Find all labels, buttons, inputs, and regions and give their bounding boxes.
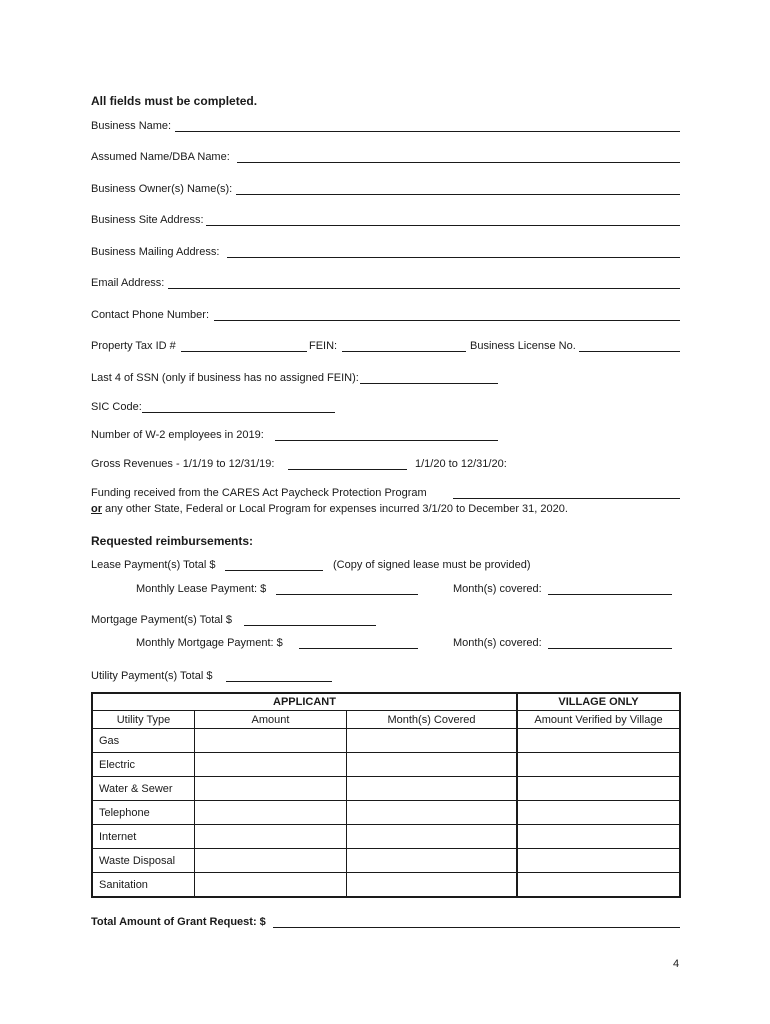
site-address-label: Business Site Address: <box>91 214 204 226</box>
verified-cell <box>517 753 680 777</box>
owner-names-field[interactable] <box>236 194 680 195</box>
col-utility-type: Utility Type <box>92 711 195 729</box>
months-covered-cell[interactable] <box>347 753 518 777</box>
amount-cell[interactable] <box>195 777 347 801</box>
monthly-lease-field[interactable] <box>276 594 418 595</box>
utility-table <box>91 692 681 898</box>
amount-cell[interactable] <box>195 873 347 898</box>
col-amount: Amount <box>195 711 347 729</box>
amount-cell[interactable] <box>195 753 347 777</box>
verified-cell <box>517 729 680 753</box>
mortgage-months-covered-field[interactable] <box>548 648 672 649</box>
ssn-label: Last 4 of SSN (only if business has no assigned FEIN): <box>91 372 359 384</box>
total-grant-label: Total Amount of Grant Request: $ <box>91 916 266 928</box>
table-row <box>92 753 680 777</box>
ssn-field[interactable] <box>360 383 498 384</box>
lease-note: (Copy of signed lease must be provided) <box>333 559 531 571</box>
table-row <box>92 801 680 825</box>
funding-line1: Funding received from the CARES Act Paycheck Protection Program <box>91 487 427 499</box>
business-license-label: Business License No. <box>470 340 576 352</box>
assumed-name-label: Assumed Name/DBA Name: <box>91 151 230 163</box>
mortgage-total-label: Mortgage Payment(s) Total $ <box>91 614 233 626</box>
business-name-label: Business Name: <box>91 120 172 132</box>
gross-revenues-2020-label: 1/1/20 to 12/31/20: <box>415 458 507 470</box>
mortgage-total-field[interactable] <box>244 625 376 626</box>
funding-line2 <box>91 503 568 515</box>
email-label: Email Address: <box>91 277 165 289</box>
amount-cell[interactable] <box>195 801 347 825</box>
business-license-field[interactable] <box>579 351 680 352</box>
col-amount-verified: Amount Verified by Village <box>517 711 680 729</box>
amount-cell[interactable] <box>195 729 347 753</box>
utility-type-cell: Electric <box>92 753 195 777</box>
business-name-field[interactable] <box>175 131 680 132</box>
property-tax-label: Property Tax ID # <box>91 340 176 352</box>
months-covered-cell[interactable] <box>347 729 518 753</box>
lease-total-field[interactable] <box>225 570 323 571</box>
amount-cell[interactable] <box>195 849 347 873</box>
utility-type-cell: Water & Sewer <box>92 777 195 801</box>
form-heading: All fields must be completed. <box>91 94 258 108</box>
funding-or: or <box>91 503 102 515</box>
assumed-name-field[interactable] <box>237 162 680 163</box>
months-covered-cell[interactable] <box>347 801 518 825</box>
sic-field[interactable] <box>142 412 335 413</box>
utility-type-cell: Gas <box>92 729 195 753</box>
total-grant-field[interactable] <box>273 927 680 928</box>
page-number: 4 <box>673 958 680 970</box>
fein-label: FEIN: <box>309 340 338 352</box>
property-tax-field[interactable] <box>181 351 307 352</box>
utility-total-field[interactable] <box>226 681 332 682</box>
verified-cell <box>517 801 680 825</box>
months-covered-cell[interactable] <box>347 825 518 849</box>
village-only-header: VILLAGE ONLY <box>517 693 680 711</box>
mortgage-months-covered-label: Month(s) covered: <box>453 637 542 649</box>
funding-line2-text: any other State, Federal or Local Program for expenses incurred 3/1/20 to December 31, 2020. <box>102 503 568 515</box>
verified-cell <box>517 849 680 873</box>
verified-cell <box>517 825 680 849</box>
monthly-mortgage-label: Monthly Mortgage Payment: $ <box>136 637 283 649</box>
utility-type-cell: Waste Disposal <box>92 849 195 873</box>
w2-label: Number of W-2 employees in 2019: <box>91 429 264 441</box>
gross-revenues-label: Gross Revenues - 1/1/19 to 12/31/19: <box>91 458 275 470</box>
utility-type-cell: Internet <box>92 825 195 849</box>
months-covered-cell[interactable] <box>347 849 518 873</box>
lease-months-covered-field[interactable] <box>548 594 672 595</box>
table-row <box>92 729 680 753</box>
verified-cell <box>517 873 680 898</box>
funding-field[interactable] <box>453 498 680 499</box>
months-covered-cell[interactable] <box>347 777 518 801</box>
applicant-header: APPLICANT <box>92 693 517 711</box>
gross-revenues-field[interactable] <box>288 469 407 470</box>
site-address-field[interactable] <box>206 225 680 226</box>
phone-field[interactable] <box>214 320 680 321</box>
w2-field[interactable] <box>275 440 498 441</box>
monthly-mortgage-field[interactable] <box>299 648 418 649</box>
table-row <box>92 825 680 849</box>
amount-cell[interactable] <box>195 825 347 849</box>
mailing-address-field[interactable] <box>227 257 680 258</box>
mailing-address-label: Business Mailing Address: <box>91 246 220 258</box>
lease-months-covered-label: Month(s) covered: <box>453 583 542 595</box>
lease-total-label: Lease Payment(s) Total $ <box>91 559 216 571</box>
reimbursements-heading: Requested reimbursements: <box>91 534 254 548</box>
col-months-covered: Month(s) Covered <box>347 711 518 729</box>
table-row <box>92 873 680 898</box>
monthly-lease-label: Monthly Lease Payment: $ <box>136 583 267 595</box>
table-row <box>92 849 680 873</box>
table-row <box>92 777 680 801</box>
fein-field[interactable] <box>342 351 466 352</box>
utility-total-label: Utility Payment(s) Total $ <box>91 670 213 682</box>
utility-type-cell: Telephone <box>92 801 195 825</box>
verified-cell <box>517 777 680 801</box>
months-covered-cell[interactable] <box>347 873 518 898</box>
sic-label: SIC Code: <box>91 401 142 413</box>
utility-type-cell: Sanitation <box>92 873 195 898</box>
phone-label: Contact Phone Number: <box>91 309 210 321</box>
owner-names-label: Business Owner(s) Name(s): <box>91 183 233 195</box>
email-field[interactable] <box>168 288 680 289</box>
